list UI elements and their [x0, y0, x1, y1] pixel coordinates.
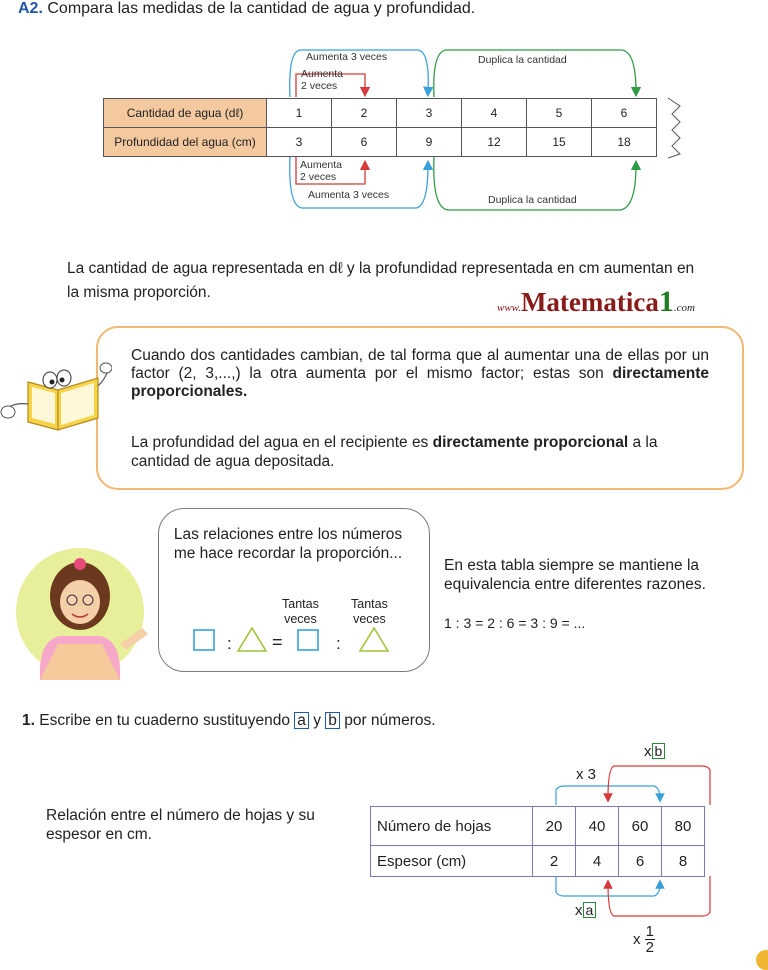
- label-top-aumenta3: Aumenta 3 veces: [306, 51, 388, 63]
- site-logo: [497, 285, 695, 319]
- placeholder-b-box: b: [652, 743, 666, 759]
- tantas-veces-label-b: [351, 597, 388, 627]
- tantas-word: Tantas: [351, 597, 388, 611]
- table-cell: 8: [662, 846, 705, 877]
- table-row: [371, 807, 705, 846]
- fraction-denominator: 2: [645, 939, 655, 956]
- table1-torn-edge: [668, 98, 680, 158]
- table-cell: 3: [397, 99, 462, 128]
- fraction-numerator: 1: [645, 923, 655, 940]
- x-symbol: x: [575, 902, 583, 919]
- x-symbol: x: [633, 931, 641, 948]
- water-depth-table: [103, 98, 657, 157]
- colon-symbol: :: [336, 634, 341, 653]
- table-cell: 3: [267, 128, 332, 157]
- square-icon: [298, 630, 318, 650]
- label-bottom-aumenta2a: Aumenta: [300, 159, 343, 171]
- placeholder-a-box: a: [583, 902, 597, 918]
- row-label: Número de hojas: [371, 807, 533, 846]
- label-top-aumenta2b: 2 veces: [301, 80, 338, 92]
- triangle-icon: [238, 628, 266, 651]
- table-cell: 2: [533, 846, 576, 877]
- girl-character-icon: [0, 540, 160, 680]
- table-cell: 6: [332, 128, 397, 157]
- triangle-icon: [360, 628, 388, 651]
- table-cell: 20: [533, 807, 576, 846]
- table-cell: 80: [662, 807, 705, 846]
- table-cell: 5: [527, 99, 592, 128]
- row-label: Espesor (cm): [371, 846, 533, 877]
- square-icon: [194, 630, 214, 650]
- veces-word: veces: [353, 612, 386, 626]
- multiplier-x3: x 3: [576, 766, 597, 783]
- section-number: A2.: [18, 0, 43, 17]
- placeholder-b-box: b: [325, 712, 340, 729]
- table-cell: 6: [592, 99, 657, 128]
- exercise-statement: [22, 712, 436, 730]
- colon-symbol: :: [227, 634, 232, 653]
- definition-text-2-bold: directamente proporcional: [432, 434, 629, 451]
- label-top-aumenta2a: Aumenta: [301, 68, 344, 80]
- x-symbol: x: [644, 743, 652, 760]
- label-top-duplica: Duplica la cantidad: [478, 54, 567, 66]
- table-row: [104, 99, 657, 128]
- table-cell: 9: [397, 128, 462, 157]
- definition-text-2-end: a la cantidad de agua depositada.: [131, 434, 658, 470]
- row-label: Profundidad del agua (cm): [104, 128, 267, 157]
- book-mascot-icon: [0, 360, 112, 440]
- placeholder-a-box: a: [294, 712, 309, 729]
- exercise-text-before: Escribe en tu cuaderno sustituyendo: [39, 712, 295, 729]
- exercise-number: 1.: [22, 712, 35, 729]
- proportion-shapes: [190, 624, 400, 656]
- ratio-expression: 1 : 3 = 2 : 6 = 3 : 9 = ...: [444, 615, 586, 631]
- table-cell: 18: [592, 128, 657, 157]
- sheets-thickness-table: [370, 806, 705, 877]
- multiplier-xhalf: [633, 924, 655, 955]
- label-bottom-aumenta3: Aumenta 3 veces: [308, 189, 390, 201]
- definition-text-2-plain: La profundidad del agua en el recipiente es: [131, 434, 433, 451]
- tantas-veces-label-a: [282, 597, 319, 627]
- table-cell: 40: [576, 807, 619, 846]
- table-row: [371, 846, 705, 877]
- relation-text: Relación entre el número de hojas y su espesor en cm.: [46, 807, 315, 843]
- definition-text-1-plain: Cuando dos cantidades cambian, de tal forma que al aumentar una de ellas por un factor (2, 3,...,) la otra aumenta por el mismo factor; estas son: [131, 347, 709, 382]
- definition-text-1-bold: directamente proporcionales.: [131, 365, 709, 400]
- definition-text-1: [131, 347, 709, 401]
- table-cell: 4: [576, 846, 619, 877]
- logo-one: 1: [658, 285, 674, 318]
- equals-symbol: =: [272, 632, 283, 652]
- explanation-paragraph: La cantidad de agua representada en dℓ y la profundidad representada en cm aumentan en la misma proporción.: [67, 260, 695, 301]
- equivalence-text: En esta tabla siempre se mantiene la equivalencia entre diferentes razones.: [444, 557, 706, 593]
- table-cell: 15: [527, 128, 592, 157]
- table-cell: 4: [462, 99, 527, 128]
- multiplier-xb: [644, 743, 665, 760]
- label-bottom-duplica: Duplica la cantidad: [488, 194, 577, 206]
- label-bottom-aumenta2b: 2 veces: [300, 171, 337, 183]
- table-cell: 12: [462, 128, 527, 157]
- table-row: [104, 128, 657, 157]
- logo-name: Matematica: [520, 287, 659, 317]
- fraction-one-half: [645, 924, 655, 955]
- bubble-text: Las relaciones entre los números me hace recordar la proporción...: [173, 526, 403, 562]
- exercise-text-y: y: [308, 712, 326, 729]
- row-label: Cantidad de agua (dℓ): [104, 99, 267, 128]
- table-cell: 1: [267, 99, 332, 128]
- table-cell: 60: [619, 807, 662, 846]
- logo-prefix: www.: [497, 302, 521, 314]
- definition-text-2: [131, 433, 709, 471]
- logo-suffix: .com: [673, 302, 695, 314]
- veces-word: veces: [284, 612, 317, 626]
- exercise-text-after: por números.: [339, 712, 436, 729]
- corner-dot-icon: [756, 950, 768, 970]
- table-cell: 2: [332, 99, 397, 128]
- multiplier-xa: [575, 902, 596, 919]
- tantas-word: Tantas: [282, 597, 319, 611]
- section-title: Compara las medidas de la cantidad de agua y profundidad.: [47, 0, 476, 17]
- table-cell: 6: [619, 846, 662, 877]
